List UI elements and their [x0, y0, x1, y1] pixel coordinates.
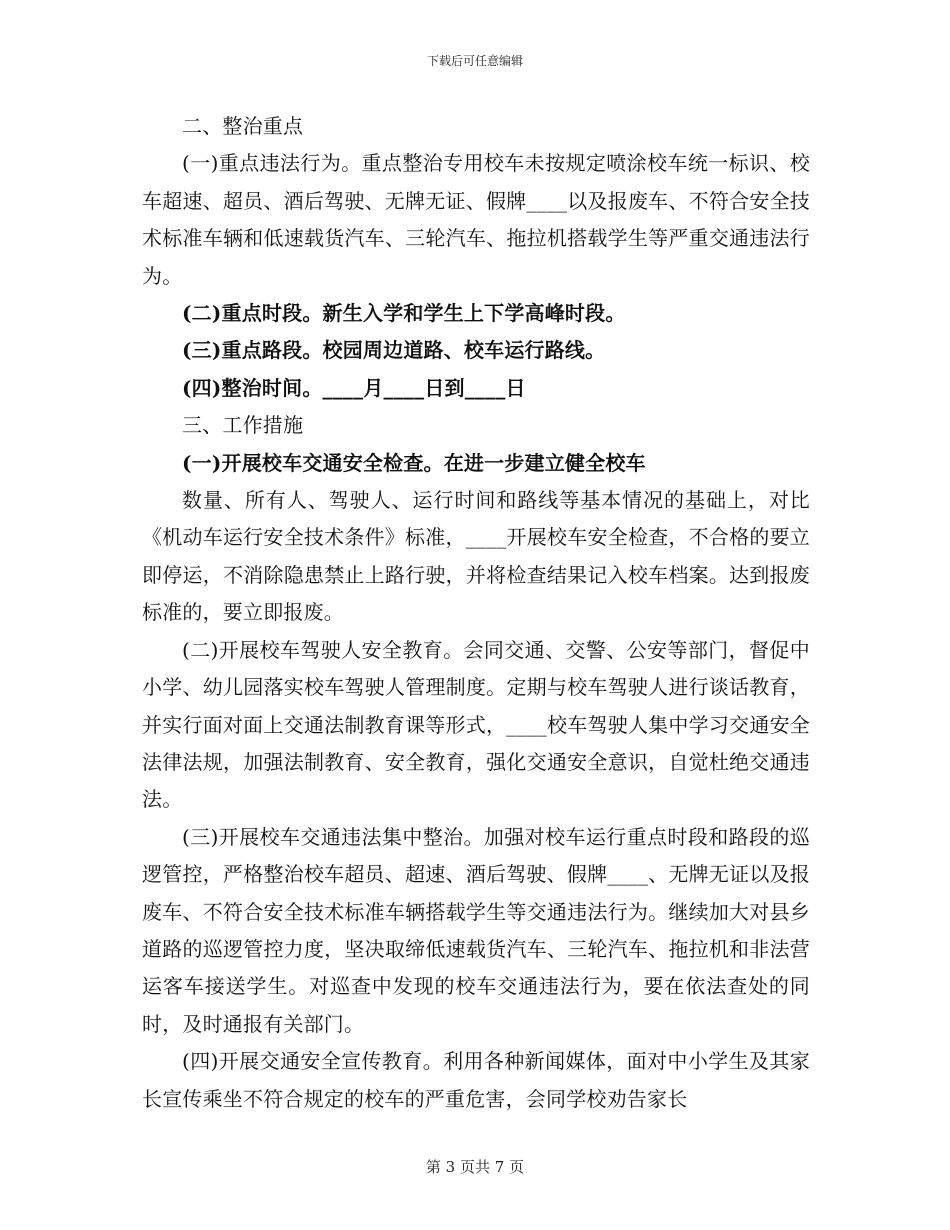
- page-header: 下载后可任意编辑: [426, 54, 523, 68]
- paragraph-rectification-time: (四)整治时间。____月____日到____日: [182, 375, 526, 400]
- paragraph-safety-inspection-title: (一)开展校车交通安全检查。在进一步建立健全校车: [182, 450, 646, 475]
- paragraph-safety-publicity: (四)开展交通安全宣传教育。利用各种新闻媒体，面对中小学生及其家长宣传乘坐不符合规定的校车的严重危害，会同学校劝告家长: [142, 1049, 810, 1111]
- paragraph-key-periods: (二)重点时段。新生入学和学生上下学高峰时段。: [182, 301, 626, 326]
- paragraph-driver-education: (二)开展校车驾驶人安全教育。会同交通、交警、公安等部门，督促中小学、幼儿园落实校车驾驶人管理制度。定期与校车驾驶人进行谈话教育，并实行面对面上交通法制教育课等形式，____校车驾驶人集中学习交通安全法律法规，加强法制教育、安全教育，强化交通安全意识，自觉杜绝交通违法。: [142, 637, 810, 812]
- paragraph-safety-inspection: 数量、所有人、驾驶人、运行时间和路线等基本情况的基础上，对比《机动车运行安全技术条件》标准，____开展校车安全检查，不合格的要立即停运，不消除隐患禁止上路行驶，并将检查结果记入校车档案。达到报废标准的，要立即报废。: [142, 488, 810, 625]
- paragraph-key-violations: (一)重点违法行为。重点整治专用校车未按规定喷涂校车统一标识、校车超速、超员、酒后驾驶、无牌无证、假牌____以及报废车、不符合安全技术标准车辆和低速载货汽车、三轮汽车、拖拉机搭载学生等严重交通违法行为。: [142, 151, 810, 288]
- document-body: [142, 108, 810, 1118]
- page-footer: 第 3 页共 7 页: [425, 1158, 525, 1176]
- section-heading-3: 三、工作措施: [182, 413, 304, 438]
- paragraph-key-roads: (三)重点路段。校园周边道路、校车运行路线。: [182, 338, 606, 363]
- section-heading-2: 二、整治重点: [182, 114, 304, 138]
- paragraph-violation-rectification: (三)开展校车交通违法集中整治。加强对校车运行重点时段和路段的巡逻管控，严格整治校车超员、超速、酒后驾驶、假牌____、无牌无证以及报废车、不符合安全技术标准车辆搭载学生等交通违法行为。继续加大对县乡道路的巡逻管控力度，坚决取缔低速载货汽车、三轮汽车、拖拉机和非法营运客车接送学生。对巡查中发现的校车交通违法行为，要在依法查处的同时，及时通报有关部门。: [142, 824, 810, 1036]
